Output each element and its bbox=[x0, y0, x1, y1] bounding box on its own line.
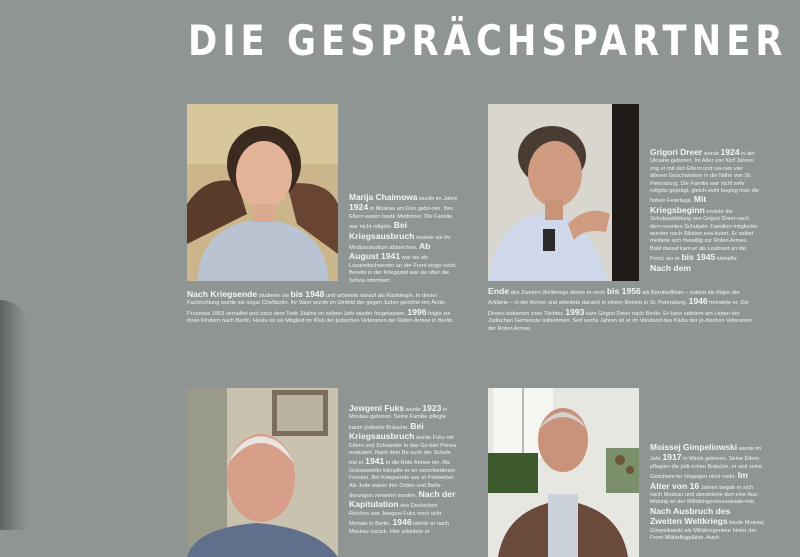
portrait-photo-jewgeni-fuks bbox=[187, 388, 338, 557]
bio-side-jewgeni-fuks: Jewgeni Fuks wurde 1923 in Moskau geboren. Seine Familie pflegte kaum jüdische Bräuche. Bei Kriegsausbruch wurde Fuks mit Eltern und Schwester in das Ge-biet Pensa evakuiert. Nach dem Be-such der Schule trat er 1941 in die Rote Armee ein. Als Granatwerfer kämpfte er an verschiedenen Fronten. Bei Kriegsende war er Feldwebel. Als Jude waren ihm Orden und Beför-derungen verwehrt worden. Nach der Kapitulation des Deutschen Reiches war Jewgeni Fuks noch acht Monate in Berlin. 1946 kehrte er nach Moskau zurück. Hier arbeitete er bbox=[349, 404, 456, 535]
person-name: Moissej Gimpeliowski bbox=[650, 444, 738, 452]
person-name: Marija Chaimowa bbox=[349, 192, 418, 202]
person-name: Grigori Dreer bbox=[650, 147, 703, 157]
portrait-photo-marija-chaimowa bbox=[187, 104, 338, 281]
bio-bottom-marija-chaimowa: Nach Kriegsende studierte sie bis 1948 und arbeitete darauf als Radiologin. In dieser Fachrichtung wurde sie sogar Chefärztin. Ihr Vater wurde im Umfeld der gegen Juden gerichte-ten Ärzte-Prozesse 1953 verhaftet und nach dem Tode Stalins im selben Jahr wieder freigelassen. 1996 folgte sie ihren Kindern nach Berlin. Heute ist sie Mitglied im Klub der jüdischen Veteranen der Roten Armee in Berlin. bbox=[187, 289, 454, 325]
page-title: DIE GESPRÄCHSPARTNER bbox=[188, 16, 788, 65]
portrait-photo-moissej-gimpeliowski bbox=[488, 388, 639, 557]
bio-side-moissej-gimpeliowski: Moissej Gimpeliowski wurde im Jahr 1917 in Minsk geboren. Seine Eltern pflegten die jüdi-schen Bräuche, er und seine Geschwis-ter hingegen nicht mehr. Im Alter von 16 Jahren begab er sich nach Moskau und absolvierte dort eine Aus-bildung an der Militäringenieursakade-mie. Nach Ausbruch des Zweiten Weltkriegs baute Moissej Gimpeliowski als Militäringenieur hinter der Front Militärflugplätze. Auch bbox=[650, 444, 764, 542]
portrait-photo-grigori-dreer bbox=[488, 104, 639, 281]
bio-side-grigori-dreer: Grigori Dreer wurde 1924 in der Ukraine geboren. Im Alter von fünf Jahren zog er mit den Eltern und sei-nen vier älteren Geschwistern in die Nähe von St. Petersburg. Die Familie war nicht sehr religiös geprägt, gleich-wohl beging man die hohen Feiertage. Mit Kriegsbeginn endete die Schulausbildung von Grigori Dreer nach dem neunten Schuljahr. Familien-mitglieder wurden nach Sibirien eva-kuiert. Er selbst meldete sich freiwillig zur Roten Armee. Bald darauf kam er als Leutnant an die Front, wo er bis 1945 kämpfte. Nach dem bbox=[650, 147, 760, 273]
left-edge-shadow bbox=[0, 300, 28, 530]
bio-side-marija-chaimowa: Marija Chaimowa wurde im Jahre 1924 in Moskau am Don gebo-ren. Ihre Eltern waren beide Mediziner. Die Familie war nicht religiös. Bei Kriegsausbruch musste sie ihr Medizinstudium abbrechen. Ab August 1941 war sie als Lazarettschwester an der Front einge-setzt. Bereits in der Kriegszeit war sie über die Schoa informiert. bbox=[349, 192, 458, 284]
bio-bottom-grigori-dreer: Ende des Zweiten Weltkriegs diente er noch bis 1956 als Berufsoffizier – zuletzt als Major der Artillerie – in der Armee und arbeitete danach in einem Betrieb in St. Petersburg. 1946 heiratete er. Die Dreers bekamen zwei Töchter. 1993 kam Grigori Dreer nach Berlin. Er kann seitdem am Leben der Jüdischen Gemeinde teilnehmen. Seit sechs Jahren ist er im Vorstand des Klubs der jü-dischen Veteranen der Roten Armee. bbox=[488, 286, 752, 332]
person-name: Jewgeni Fuks bbox=[349, 404, 404, 413]
